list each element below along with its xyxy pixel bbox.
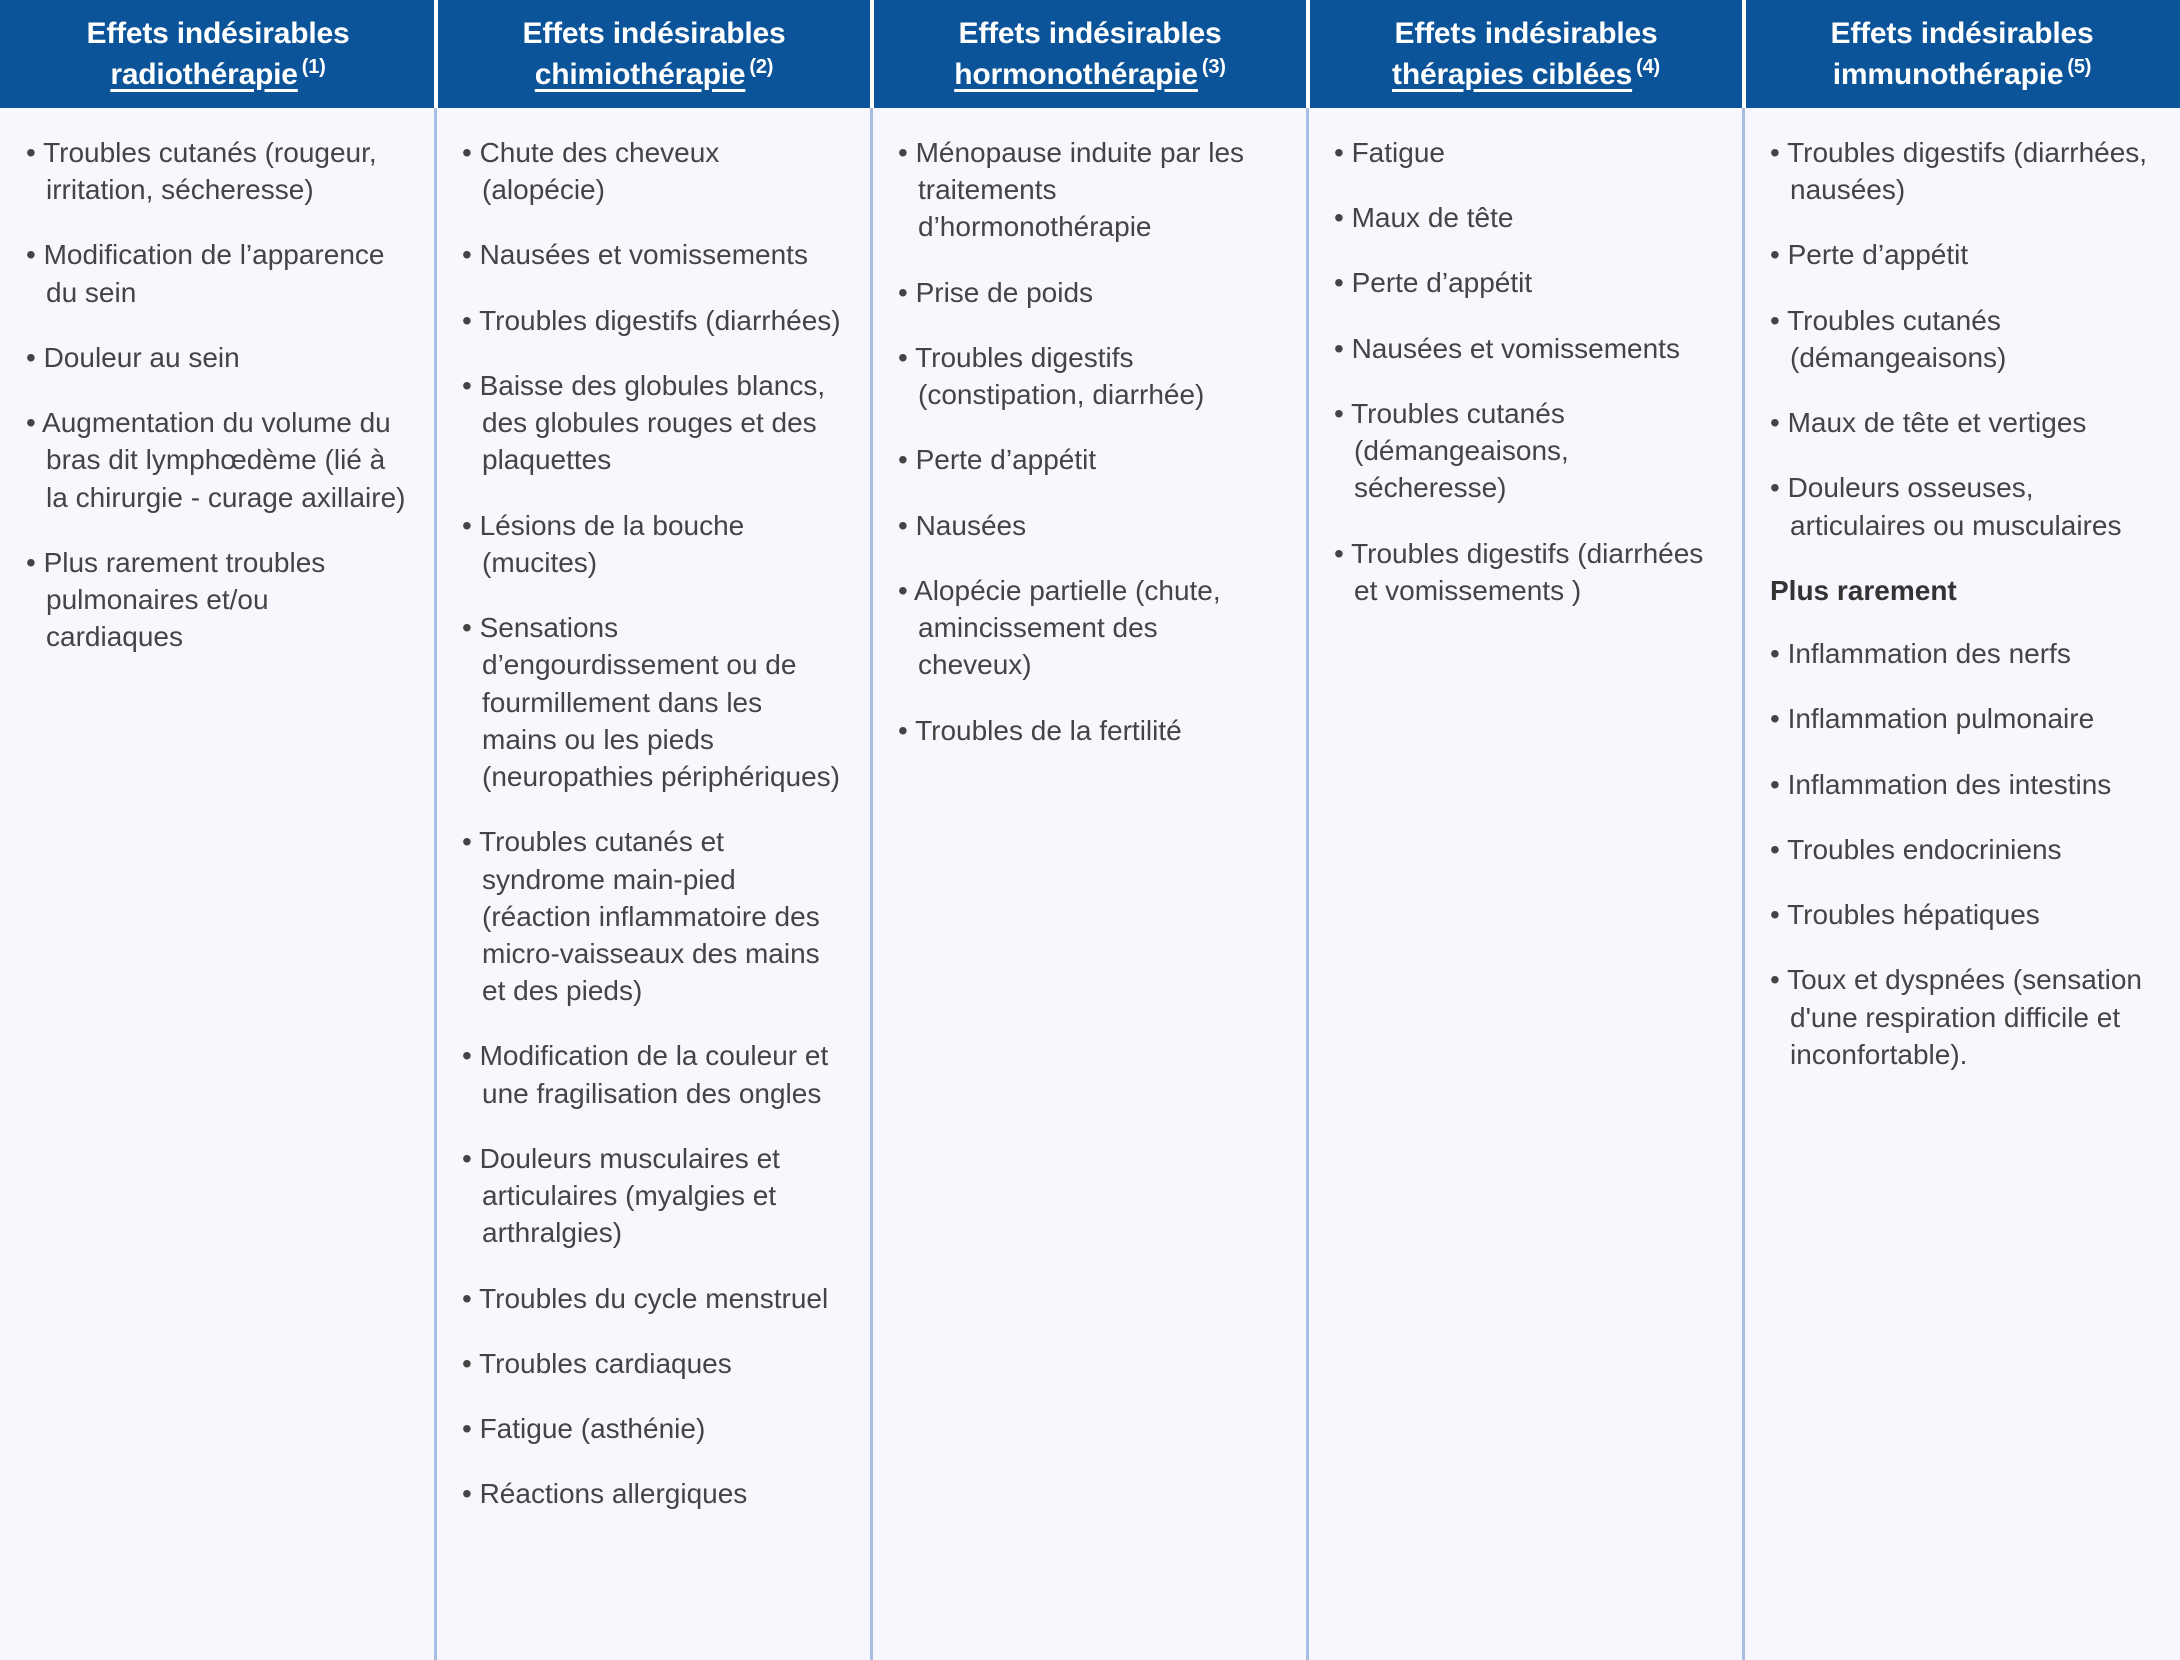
list-item: • Nausées et vomissements bbox=[462, 239, 808, 271]
list-item: • Troubles cutanés et syndrome main-pied (réaction inflammatoire des micro-vaisseaux des mains et des pieds) bbox=[462, 826, 820, 1007]
list-item: • Troubles cutanés (démangeaisons) bbox=[1770, 304, 2007, 373]
column-header-therapies-ciblees bbox=[1308, 0, 1744, 108]
list-item: • Perte d’appétit bbox=[1770, 239, 1969, 271]
list-item: • Perte d’appétit bbox=[898, 444, 1097, 476]
list-item: • Douleur au sein bbox=[26, 341, 240, 373]
list-item: • Chute des cheveux (alopécie) bbox=[462, 137, 720, 206]
side-effects-list bbox=[26, 134, 406, 656]
side-effects-list bbox=[898, 134, 1278, 749]
column-header-term: chimiothérapie bbox=[534, 57, 746, 91]
column-header-line2 bbox=[1392, 54, 1660, 95]
side-effects-list bbox=[1770, 134, 2150, 1073]
column-body-therapies-ciblees bbox=[1308, 108, 1744, 1660]
footnote-marker: (1) bbox=[301, 55, 326, 78]
list-item: • Toux et dyspnées (sensation d'une respiration difficile et inconfortable). bbox=[1770, 964, 2142, 1070]
column-header-chimiotherapie bbox=[436, 0, 872, 108]
table-body-row bbox=[0, 108, 2180, 1660]
list-item: • Fatigue (asthénie) bbox=[462, 1413, 706, 1445]
list-item: • Modification de l’apparence du sein bbox=[26, 239, 385, 308]
list-item: • Troubles de la fertilité bbox=[898, 714, 1182, 746]
side-effects-list bbox=[1334, 134, 1714, 609]
column-header-line2 bbox=[87, 54, 350, 95]
list-item: • Troubles du cycle menstruel bbox=[462, 1282, 829, 1314]
column-header-line1: Effets indésirables bbox=[86, 16, 350, 50]
list-item: • Troubles endocriniens bbox=[1770, 833, 2062, 865]
list-item: • Troubles digestifs (diarrhées et vomissements ) bbox=[1334, 537, 1704, 606]
footnote-marker: (4) bbox=[1636, 55, 1660, 78]
list-item: • Alopécie partielle (chute, amincissement des cheveux) bbox=[898, 574, 1221, 681]
list-item: • Douleurs osseuses, articulaires ou musculaires bbox=[1770, 472, 2122, 541]
list-item: • Troubles digestifs (constipation, diarrhée) bbox=[898, 341, 1205, 411]
list-item: • Douleurs musculaires et articulaires (myalgies et arthralgies) bbox=[462, 1142, 780, 1249]
list-item: • Fatigue bbox=[1334, 137, 1445, 168]
side-effects-list bbox=[462, 134, 842, 1513]
list-item: • Troubles cardiaques bbox=[462, 1347, 732, 1379]
column-header-line1: Effets indésirables bbox=[958, 16, 1222, 50]
list-subheading: Plus rarement bbox=[1770, 574, 1957, 606]
list-item: • Troubles cutanés (rougeur, irritation, sécheresse) bbox=[26, 137, 377, 206]
column-header-term: thérapies ciblées bbox=[1392, 57, 1633, 91]
list-item: • Plus rarement troubles pulmonaires et/ou cardiaques bbox=[26, 546, 326, 653]
list-item: • Nausées et vomissements bbox=[1334, 332, 1680, 364]
list-item: • Sensations d’engourdissement ou de fourmillement dans les mains ou les pieds (neuropathies périphériques) bbox=[462, 612, 840, 793]
column-header-line2 bbox=[523, 54, 786, 95]
list-item: • Baisse des globules blancs, des globules rouges et des plaquettes bbox=[462, 369, 826, 476]
footnote-marker: (5) bbox=[2067, 55, 2092, 78]
column-header-radiotherapie bbox=[0, 0, 436, 108]
footnote-marker: (3) bbox=[1201, 55, 1226, 78]
column-header-line1: Effets indésirables bbox=[522, 16, 786, 50]
list-item: • Maux de tête bbox=[1334, 202, 1514, 234]
list-item: • Modification de la couleur et une fragilisation des ongles bbox=[462, 1040, 829, 1109]
column-header-line1: Effets indésirables bbox=[1394, 16, 1658, 50]
column-header-line2 bbox=[1831, 54, 2094, 95]
column-body-chimiotherapie bbox=[436, 108, 872, 1660]
list-item: • Troubles digestifs (diarrhées) bbox=[462, 304, 841, 336]
table-header-row bbox=[0, 0, 2180, 108]
list-item: • Inflammation des nerfs bbox=[1770, 638, 2071, 670]
column-header-line2 bbox=[954, 54, 1226, 95]
column-header-term: hormonothérapie bbox=[954, 57, 1198, 91]
column-body-radiotherapie bbox=[0, 108, 436, 1660]
list-item: • Réactions allergiques bbox=[462, 1478, 748, 1510]
column-header-line1: Effets indésirables bbox=[1830, 16, 2094, 50]
column-header-hormonotherapie bbox=[872, 0, 1308, 108]
list-item: • Prise de poids bbox=[898, 276, 1094, 308]
column-body-immunotherapie bbox=[1744, 108, 2180, 1660]
list-item: • Troubles digestifs (diarrhées, nausées) bbox=[1770, 137, 2148, 206]
list-item: • Troubles hépatiques bbox=[1770, 899, 2040, 931]
list-item: • Inflammation pulmonaire bbox=[1770, 703, 2095, 735]
list-item: • Ménopause induite par les traitements d’hormonothérapie bbox=[898, 137, 1245, 243]
list-item: • Nausées bbox=[898, 509, 1027, 541]
column-header-term: immunothérapie bbox=[1832, 57, 2064, 91]
column-header-immunotherapie bbox=[1744, 0, 2180, 108]
list-item: • Troubles cutanés (démangeaisons, sécheresse) bbox=[1334, 397, 1569, 504]
list-item: • Perte d’appétit bbox=[1334, 267, 1533, 299]
list-item: • Maux de tête et vertiges bbox=[1770, 407, 2087, 439]
column-body-hormonotherapie bbox=[872, 108, 1308, 1660]
list-item: • Lésions de la bouche (mucites) bbox=[462, 509, 745, 578]
list-item: • Augmentation du volume du bras dit lymphœdème (lié à la chirurgie - curage axillaire) bbox=[26, 407, 406, 513]
list-item: • Inflammation des intestins bbox=[1770, 768, 2112, 800]
footnote-marker: (2) bbox=[749, 55, 774, 78]
column-header-term: radiothérapie bbox=[110, 57, 298, 91]
